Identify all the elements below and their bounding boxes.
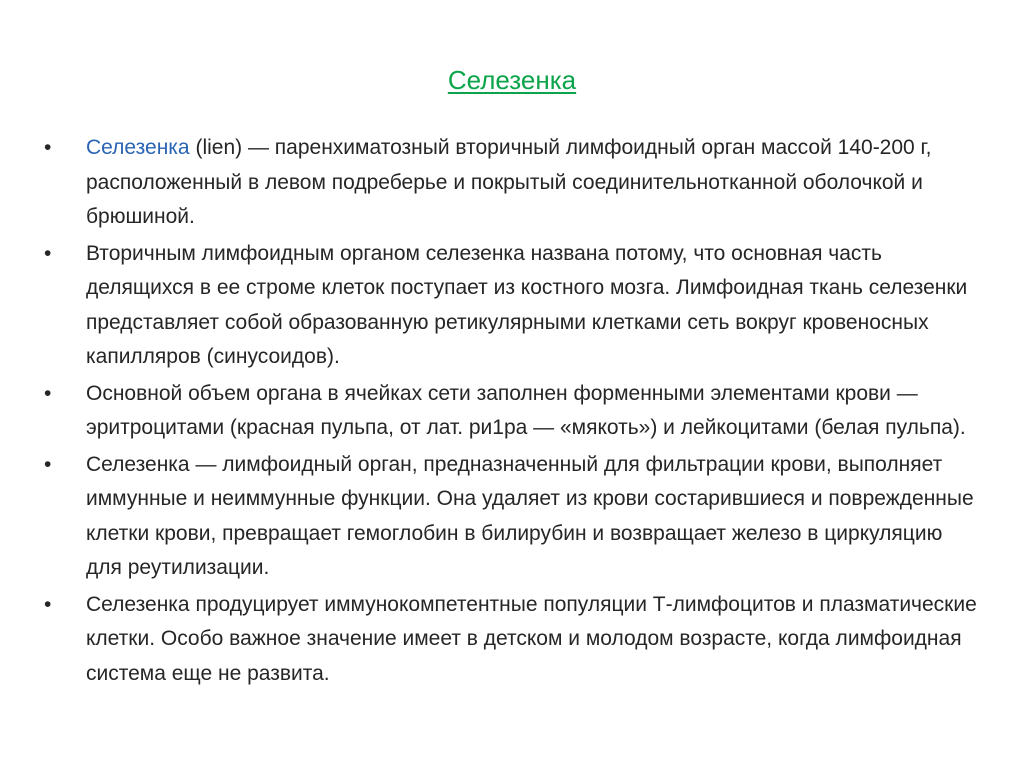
bullet-icon: • [44, 381, 52, 405]
bullet-text: Вторичным лимфоидным органом селезенка названа потому, что основная часть делящихся в ее строме клеток поступает из костного мозга. Лимфоидная ткань селезенки представляет собой образованную ретикулярными клетками сеть вокруг кровеносных капилляров (синусоидов). [86, 241, 968, 368]
list-item [42, 588, 982, 692]
bullet-icon: • [44, 241, 52, 265]
bullet-list [42, 131, 982, 693]
list-item [42, 131, 982, 235]
bullet-text: Селезенка продуцирует иммунокомпетентные популяции Т-лимфоцитов и плазматические клетки. Особо важное значение имеет в детском и молодом возрасте, когда лимфоидная система еще не развита. [86, 592, 977, 685]
list-item [42, 237, 982, 375]
title-link[interactable]: Селезенка [447, 65, 577, 95]
list-item [42, 448, 982, 586]
bullet-icon: • [44, 136, 52, 159]
bullet-text: Селезенка — лимфоидный орган, предназначенный для фильтрации крови, выполняет иммунные и неиммунные функции. Она удаляет из крови состарившиеся и поврежденные клетки крови, превращает гемоглобин в билирубин и возвращает железо в циркуляцию для реутилизации. [86, 452, 974, 579]
list-item [42, 377, 982, 446]
slide-title [0, 64, 1024, 96]
bullet-text: Основной объем органа в ячейках сети заполнен форменными элементами крови — эритроцитами (красная пульпа, от лат. ри1ра — «мякоть») и лейкоцитами (белая пульпа). [86, 381, 966, 439]
bullet-icon: • [44, 592, 52, 616]
term-link[interactable]: Селезенка [86, 136, 190, 159]
bullet-text: (lien) — паренхиматозный вторичный лимфоидный орган массой 140-200 г, расположенный в левом подреберье и покрытый соединительнотканной оболочкой и брюшиной. [86, 136, 932, 228]
bullet-icon: • [44, 452, 52, 476]
